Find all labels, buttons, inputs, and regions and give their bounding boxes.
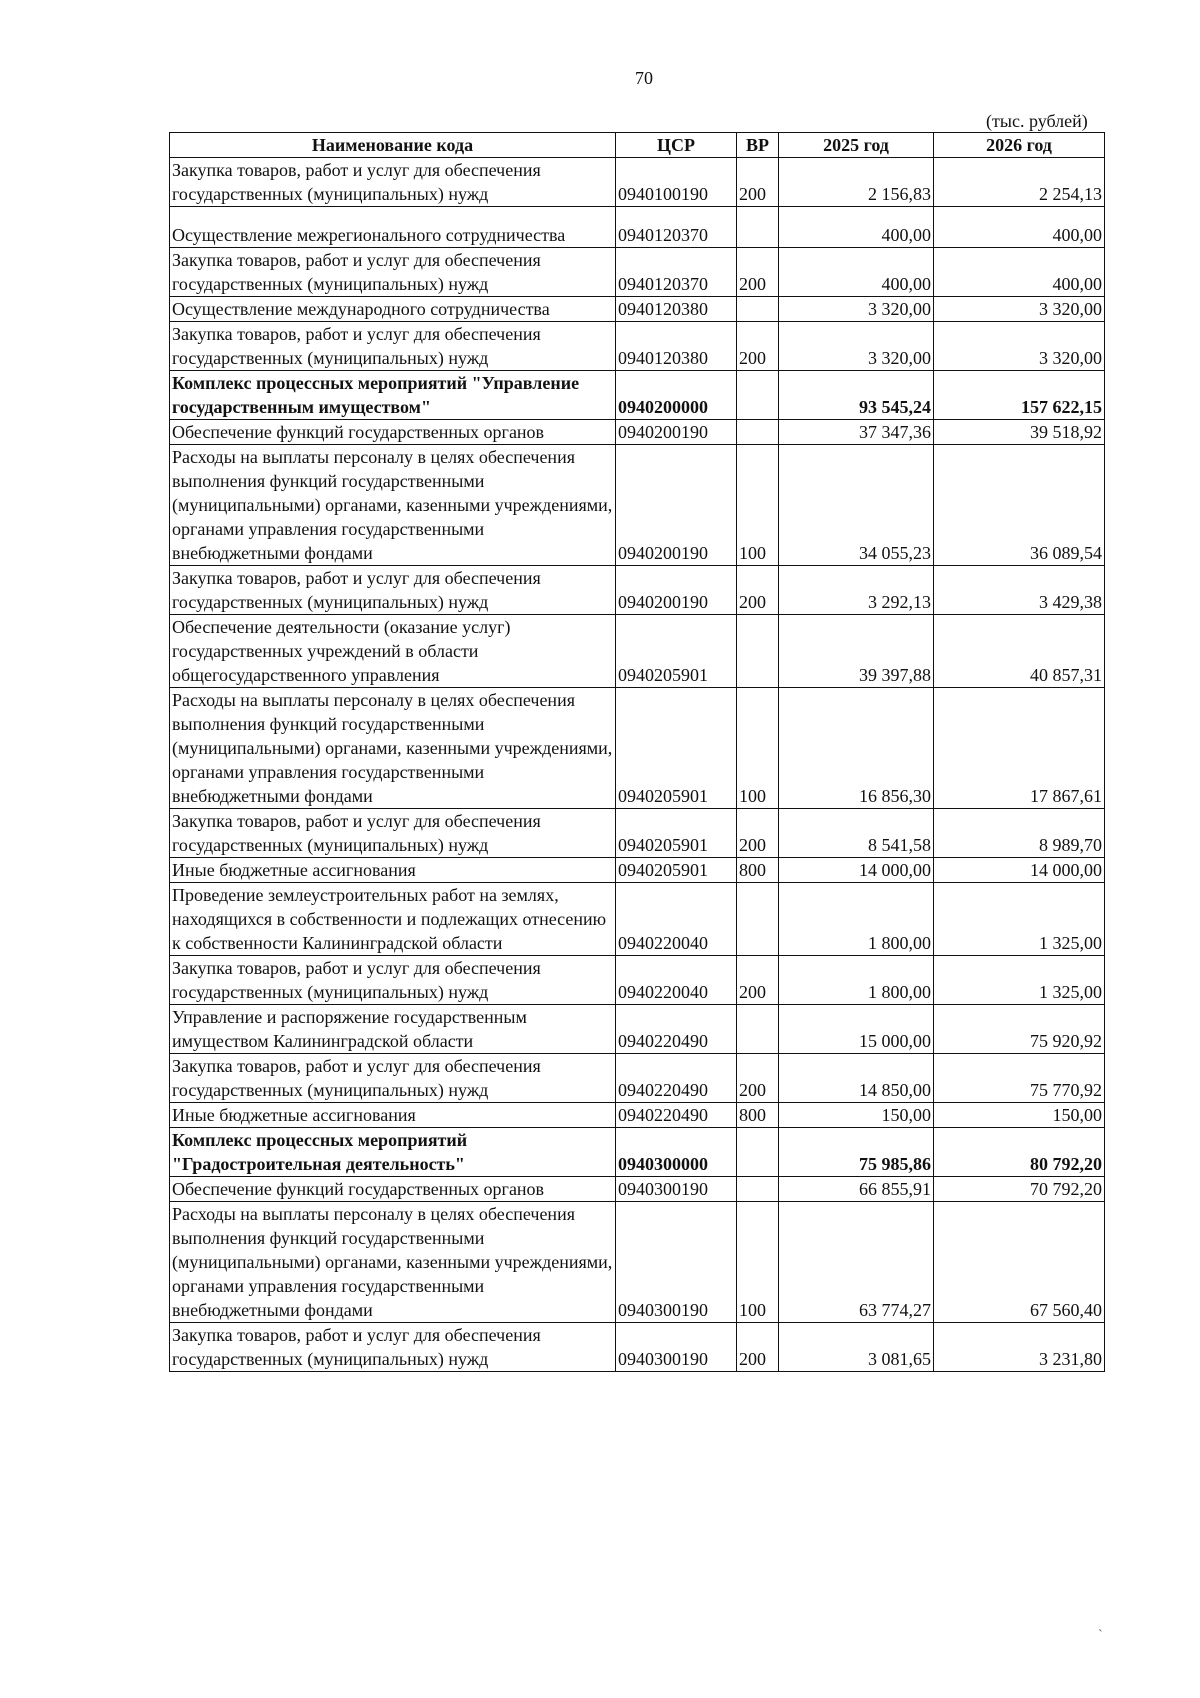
cell-2026: 150,00 xyxy=(934,1103,1105,1128)
cell-name: Комплекс процессных мероприятий "Градостроительная деятельность" xyxy=(170,1128,616,1177)
cell-csr: 0940300000 xyxy=(616,1128,737,1177)
page-number: 70 xyxy=(635,68,653,88)
cell-csr: 0940205901 xyxy=(616,809,737,858)
cell-vr: 200 xyxy=(737,248,779,297)
cell-name: Закупка товаров, работ и услуг для обеспечения государственных (муниципальных) нужд xyxy=(170,956,616,1005)
table-row xyxy=(170,858,1105,883)
table-row xyxy=(170,566,1105,615)
cell-name: Расходы на выплаты персоналу в целях обеспечения выполнения функций государственными (муниципальными) органами, казенными учреждениями, органами управления государственными внебюджетными фондами xyxy=(170,1202,616,1323)
cell-name: Расходы на выплаты персоналу в целях обеспечения выполнения функций государственными (муниципальными) органами, казенными учреждениями, органами управления государственными внебюджетными фондами xyxy=(170,688,616,809)
cell-vr: 800 xyxy=(737,858,779,883)
cell-name: Закупка товаров, работ и услуг для обеспечения государственных (муниципальных) нужд xyxy=(170,158,616,207)
cell-csr: 0940220490 xyxy=(616,1103,737,1128)
cell-csr: 0940220040 xyxy=(616,883,737,956)
cell-2025: 63 774,27 xyxy=(779,1202,934,1323)
cell-2026: 400,00 xyxy=(934,207,1105,248)
cell-vr xyxy=(737,883,779,956)
table-row xyxy=(170,207,1105,248)
cell-2025: 400,00 xyxy=(779,207,934,248)
cell-vr: 200 xyxy=(737,956,779,1005)
table-row xyxy=(170,956,1105,1005)
table-row xyxy=(170,1103,1105,1128)
cell-vr: 200 xyxy=(737,322,779,371)
header-csr: ЦСР xyxy=(616,133,737,158)
table-row xyxy=(170,322,1105,371)
cell-csr: 0940205901 xyxy=(616,615,737,688)
cell-2026: 400,00 xyxy=(934,248,1105,297)
cell-2026: 17 867,61 xyxy=(934,688,1105,809)
cell-2026: 157 622,15 xyxy=(934,371,1105,420)
cell-csr: 0940120380 xyxy=(616,322,737,371)
cell-2025: 8 541,58 xyxy=(779,809,934,858)
cell-csr: 0940220490 xyxy=(616,1005,737,1054)
cell-vr: 200 xyxy=(737,566,779,615)
cell-vr xyxy=(737,1177,779,1202)
cell-vr: 100 xyxy=(737,445,779,566)
cell-name: Комплекс процессных мероприятий "Управление государственным имуществом" xyxy=(170,371,616,420)
header-2025: 2025 год xyxy=(779,133,934,158)
cell-2026: 1 325,00 xyxy=(934,956,1105,1005)
cell-name: Закупка товаров, работ и услуг для обеспечения государственных (муниципальных) нужд xyxy=(170,322,616,371)
cell-2026: 67 560,40 xyxy=(934,1202,1105,1323)
cell-2025: 1 800,00 xyxy=(779,956,934,1005)
cell-2026: 14 000,00 xyxy=(934,858,1105,883)
cell-name: Закупка товаров, работ и услуг для обеспечения государственных (муниципальных) нужд xyxy=(170,1054,616,1103)
table-header-row xyxy=(170,133,1105,158)
cell-2026: 3 429,38 xyxy=(934,566,1105,615)
budget-table xyxy=(169,132,1105,1372)
table-row xyxy=(170,1323,1105,1372)
cell-csr: 0940100190 xyxy=(616,158,737,207)
cell-csr: 0940300190 xyxy=(616,1202,737,1323)
cell-vr: 100 xyxy=(737,688,779,809)
cell-csr: 0940205901 xyxy=(616,858,737,883)
cell-name: Проведение землеустроительных работ на землях, находящихся в собственности и подлежащих отнесению к собственности Калининградской области xyxy=(170,883,616,956)
cell-vr: 200 xyxy=(737,1054,779,1103)
header-2026: 2026 год xyxy=(934,133,1105,158)
cell-2026: 75 920,92 xyxy=(934,1005,1105,1054)
table-row xyxy=(170,1005,1105,1054)
table-row xyxy=(170,615,1105,688)
cell-2025: 3 292,13 xyxy=(779,566,934,615)
cell-csr: 0940300190 xyxy=(616,1177,737,1202)
table-row xyxy=(170,688,1105,809)
table-row xyxy=(170,420,1105,445)
cell-name: Осуществление межрегионального сотрудничества xyxy=(170,207,616,248)
cell-2026: 3 320,00 xyxy=(934,297,1105,322)
cell-name: Иные бюджетные ассигнования xyxy=(170,858,616,883)
cell-csr: 0940200000 xyxy=(616,371,737,420)
cell-csr: 0940200190 xyxy=(616,445,737,566)
cell-vr xyxy=(737,420,779,445)
units-label: (тыс. рублей) xyxy=(986,111,1088,131)
cell-vr xyxy=(737,1128,779,1177)
cell-csr: 0940220490 xyxy=(616,1054,737,1103)
cell-vr: 200 xyxy=(737,809,779,858)
cell-csr: 0940120370 xyxy=(616,207,737,248)
cell-vr xyxy=(737,1005,779,1054)
cell-name: Обеспечение деятельности (оказание услуг) государственных учреждений в области общегосударственного управления xyxy=(170,615,616,688)
cell-vr xyxy=(737,207,779,248)
cell-2025: 93 545,24 xyxy=(779,371,934,420)
table-row xyxy=(170,1128,1105,1177)
cell-2025: 37 347,36 xyxy=(779,420,934,445)
cell-2025: 66 855,91 xyxy=(779,1177,934,1202)
table-row xyxy=(170,1054,1105,1103)
cell-vr: 200 xyxy=(737,1323,779,1372)
cell-csr: 0940200190 xyxy=(616,566,737,615)
table-row xyxy=(170,1202,1105,1323)
table-row xyxy=(170,158,1105,207)
scan-mark: ` xyxy=(1098,1628,1103,1643)
cell-vr xyxy=(737,615,779,688)
cell-2026: 2 254,13 xyxy=(934,158,1105,207)
cell-csr: 0940120380 xyxy=(616,297,737,322)
cell-name: Закупка товаров, работ и услуг для обеспечения государственных (муниципальных) нужд xyxy=(170,566,616,615)
cell-name: Расходы на выплаты персоналу в целях обеспечения выполнения функций государственными (муниципальными) органами, казенными учреждениями, органами управления государственными внебюджетными фондами xyxy=(170,445,616,566)
table-row xyxy=(170,297,1105,322)
cell-csr: 0940205901 xyxy=(616,688,737,809)
cell-2026: 36 089,54 xyxy=(934,445,1105,566)
cell-csr: 0940200190 xyxy=(616,420,737,445)
cell-name: Обеспечение функций государственных органов xyxy=(170,420,616,445)
cell-2025: 400,00 xyxy=(779,248,934,297)
cell-name: Управление и распоряжение государственным имуществом Калининградской области xyxy=(170,1005,616,1054)
header-name: Наименование кода xyxy=(170,133,616,158)
cell-vr xyxy=(737,371,779,420)
cell-2026: 40 857,31 xyxy=(934,615,1105,688)
cell-2025: 15 000,00 xyxy=(779,1005,934,1054)
table-row xyxy=(170,1177,1105,1202)
cell-2025: 2 156,83 xyxy=(779,158,934,207)
cell-2026: 75 770,92 xyxy=(934,1054,1105,1103)
table-row xyxy=(170,445,1105,566)
table-row xyxy=(170,248,1105,297)
cell-vr: 200 xyxy=(737,158,779,207)
cell-2026: 80 792,20 xyxy=(934,1128,1105,1177)
table-row xyxy=(170,883,1105,956)
cell-2026: 70 792,20 xyxy=(934,1177,1105,1202)
cell-2025: 14 000,00 xyxy=(779,858,934,883)
cell-2025: 34 055,23 xyxy=(779,445,934,566)
cell-2026: 8 989,70 xyxy=(934,809,1105,858)
cell-name: Обеспечение функций государственных органов xyxy=(170,1177,616,1202)
cell-csr: 0940220040 xyxy=(616,956,737,1005)
cell-2025: 75 985,86 xyxy=(779,1128,934,1177)
cell-2025: 3 320,00 xyxy=(779,297,934,322)
table-body xyxy=(170,158,1105,1372)
cell-2026: 39 518,92 xyxy=(934,420,1105,445)
cell-2026: 3 231,80 xyxy=(934,1323,1105,1372)
header-vr: ВР xyxy=(737,133,779,158)
cell-2026: 1 325,00 xyxy=(934,883,1105,956)
cell-2025: 16 856,30 xyxy=(779,688,934,809)
cell-vr: 100 xyxy=(737,1202,779,1323)
table-row xyxy=(170,371,1105,420)
cell-2025: 3 320,00 xyxy=(779,322,934,371)
cell-2025: 3 081,65 xyxy=(779,1323,934,1372)
cell-name: Иные бюджетные ассигнования xyxy=(170,1103,616,1128)
cell-name: Закупка товаров, работ и услуг для обеспечения государственных (муниципальных) нужд xyxy=(170,809,616,858)
cell-name: Осуществление международного сотрудничества xyxy=(170,297,616,322)
cell-name: Закупка товаров, работ и услуг для обеспечения государственных (муниципальных) нужд xyxy=(170,1323,616,1372)
table-row xyxy=(170,809,1105,858)
cell-2025: 39 397,88 xyxy=(779,615,934,688)
cell-2026: 3 320,00 xyxy=(934,322,1105,371)
cell-2025: 1 800,00 xyxy=(779,883,934,956)
cell-vr: 800 xyxy=(737,1103,779,1128)
cell-csr: 0940300190 xyxy=(616,1323,737,1372)
cell-2025: 14 850,00 xyxy=(779,1054,934,1103)
cell-vr xyxy=(737,297,779,322)
cell-2025: 150,00 xyxy=(779,1103,934,1128)
cell-name: Закупка товаров, работ и услуг для обеспечения государственных (муниципальных) нужд xyxy=(170,248,616,297)
cell-csr: 0940120370 xyxy=(616,248,737,297)
